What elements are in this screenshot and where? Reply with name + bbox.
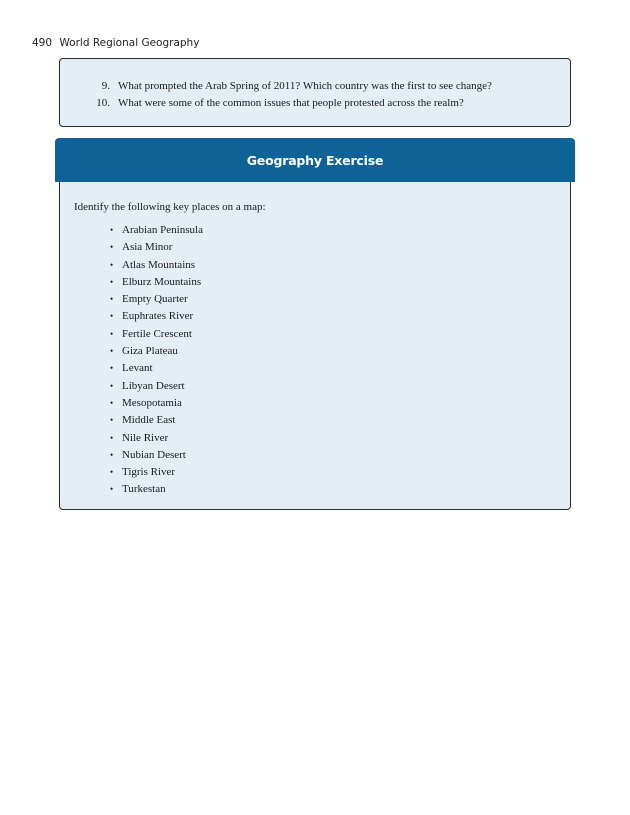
page-number: 490	[32, 37, 53, 49]
place-name: Empty Quarter	[122, 293, 188, 306]
place-name: Asia Minor	[122, 241, 173, 254]
bullet-icon: •	[110, 363, 114, 374]
question-number: 9.	[101, 80, 110, 92]
bullet-icon: •	[110, 467, 114, 478]
review-questions-box	[59, 58, 571, 127]
question-item	[60, 78, 570, 95]
question-text: What were some of the common issues that people protested across the realm?	[118, 97, 464, 109]
page-header	[32, 37, 199, 49]
question-number: 10.	[96, 97, 110, 109]
geography-exercise-box	[55, 138, 575, 510]
place-item	[60, 326, 570, 343]
exercise-title: Geography Exercise	[246, 152, 384, 168]
place-item	[60, 395, 570, 412]
bullet-icon: •	[110, 449, 114, 460]
key-places-list	[60, 222, 570, 499]
place-name: Arabian Peninsula	[122, 224, 203, 236]
bullet-icon: •	[110, 397, 114, 408]
place-name: Levant	[122, 362, 153, 375]
place-name: Nubian Desert	[122, 448, 186, 461]
place-item	[60, 222, 570, 239]
place-name: Elburz Mountains	[122, 275, 202, 288]
bullet-icon: •	[110, 311, 114, 322]
place-name: Euphrates River	[122, 310, 194, 323]
place-name: Giza Plateau	[122, 345, 178, 358]
exercise-title-bar	[55, 138, 575, 182]
place-item	[60, 343, 570, 360]
bullet-icon: •	[110, 242, 114, 253]
question-item	[60, 95, 570, 112]
bullet-icon: •	[110, 346, 114, 357]
place-name: Nile River	[122, 431, 169, 444]
place-name: Atlas Mountains	[122, 258, 196, 271]
place-item	[60, 257, 570, 274]
exercise-intro: Identify the following key places on a map:	[74, 201, 266, 213]
place-item	[60, 360, 570, 377]
place-name: Libyan Desert	[122, 379, 185, 392]
bullet-icon: •	[110, 484, 114, 495]
bullet-icon: •	[110, 225, 114, 235]
bullet-icon: •	[110, 294, 114, 305]
place-item	[60, 464, 570, 481]
place-item	[60, 481, 570, 498]
bullet-icon: •	[110, 415, 114, 426]
place-name: Middle East	[122, 414, 176, 427]
place-item	[60, 447, 570, 464]
question-list	[60, 78, 570, 112]
place-item	[60, 239, 570, 256]
bullet-icon: •	[110, 380, 114, 391]
bullet-icon: •	[110, 432, 114, 443]
place-item	[60, 430, 570, 447]
place-item	[60, 291, 570, 308]
book-title: World Regional Geography	[59, 37, 200, 49]
bullet-icon: •	[110, 328, 114, 339]
place-name: Fertile Crescent	[122, 327, 192, 340]
bullet-icon: •	[110, 276, 114, 287]
question-text: What prompted the Arab Spring of 2011? Which country was the first to see change?	[118, 80, 492, 92]
place-item	[60, 274, 570, 291]
place-name: Mesopotamia	[122, 396, 182, 409]
place-name: Turkestan	[122, 483, 166, 496]
bullet-icon: •	[110, 259, 114, 270]
place-item	[60, 308, 570, 325]
exercise-body	[59, 142, 571, 510]
place-item	[60, 378, 570, 395]
place-item	[60, 412, 570, 429]
place-name: Tigris River	[122, 466, 176, 479]
